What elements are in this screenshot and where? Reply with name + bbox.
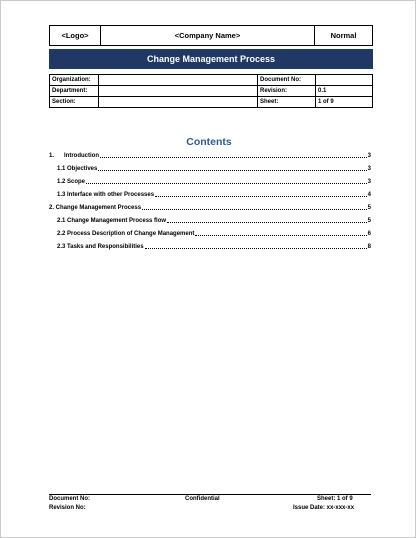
logo-placeholder: <Logo> <box>50 26 101 45</box>
department-value <box>99 86 258 96</box>
footer-confidential: Confidential <box>185 496 220 502</box>
footer-revision-no: Revision No: <box>49 505 86 511</box>
footer-issue-date: Issue Date: xx-xxx-xx <box>293 505 355 511</box>
toc-entry[interactable] <box>49 164 371 173</box>
toc-entry[interactable] <box>49 242 371 251</box>
toc-entry-page: 3 <box>367 179 371 185</box>
toc-entry[interactable] <box>49 216 371 225</box>
toc-entry[interactable] <box>49 229 371 238</box>
toc-entry-text: 2.3 Tasks and Responsibilities <box>57 244 144 250</box>
toc-entry-text: 2.2 Process Description of Change Management <box>57 231 195 237</box>
toc-leader <box>100 156 367 158</box>
toc-leader <box>86 182 367 184</box>
toc-entry-text: 1.3 Interface with other Processes <box>57 192 155 198</box>
sheet-value: 1 of 9 <box>318 99 334 105</box>
department-label: Department: <box>50 86 99 96</box>
toc-entry-page: 3 <box>367 166 371 172</box>
section-value <box>99 97 258 107</box>
toc-entry-page: 6 <box>367 231 371 237</box>
header-table <box>49 25 373 46</box>
toc-entry-text: 1.2 Scope <box>57 179 86 185</box>
toc-leader <box>167 221 367 223</box>
sheet-label: Sheet: <box>258 97 316 107</box>
toc-entry-text: 1.1 Objectives <box>57 166 98 172</box>
toc-entry-text: 2. Change Management Process <box>49 205 142 211</box>
toc-entry-page: 4 <box>367 192 371 198</box>
toc-entry[interactable] <box>49 190 371 199</box>
revision-label: Revision: <box>258 86 316 96</box>
toc-entry[interactable] <box>49 203 371 212</box>
contents-heading: Contents <box>186 136 232 148</box>
section-label: Section: <box>50 97 99 107</box>
revision-value: 0.1 <box>318 88 327 94</box>
info-row-department <box>50 86 372 97</box>
toc-entry-text: Introduction <box>64 153 99 159</box>
document-title: Change Management Process <box>49 49 373 69</box>
toc-entry-number: 1. <box>49 153 55 159</box>
classification-label: Normal <box>330 31 357 40</box>
toc-entry-page: 8 <box>367 244 371 250</box>
toc-entry[interactable] <box>49 151 371 160</box>
toc-entry-page: 5 <box>367 218 371 224</box>
toc-leader <box>142 208 367 210</box>
toc-entry[interactable] <box>49 177 371 186</box>
info-row-organization <box>50 75 372 86</box>
organization-value <box>99 75 258 85</box>
company-name: <Company Name> <box>101 26 315 45</box>
toc-leader <box>195 234 366 236</box>
footer-sheet: Sheet: 1 of 9 <box>317 496 353 502</box>
toc-leader <box>98 169 366 171</box>
toc-leader <box>155 195 367 197</box>
toc-entry-text: 2.1 Change Management Process flow <box>57 218 167 224</box>
toc-entry-page: 3 <box>367 153 371 159</box>
toc-leader <box>145 247 367 249</box>
toc-entry-page: 5 <box>367 205 371 211</box>
document-no-value <box>316 75 372 85</box>
info-row-section <box>50 97 372 108</box>
info-table <box>49 74 373 108</box>
document-no-label: Document No: <box>258 75 316 85</box>
organization-label: Organization: <box>50 75 99 85</box>
footer-document-no: Document No: <box>49 496 90 502</box>
